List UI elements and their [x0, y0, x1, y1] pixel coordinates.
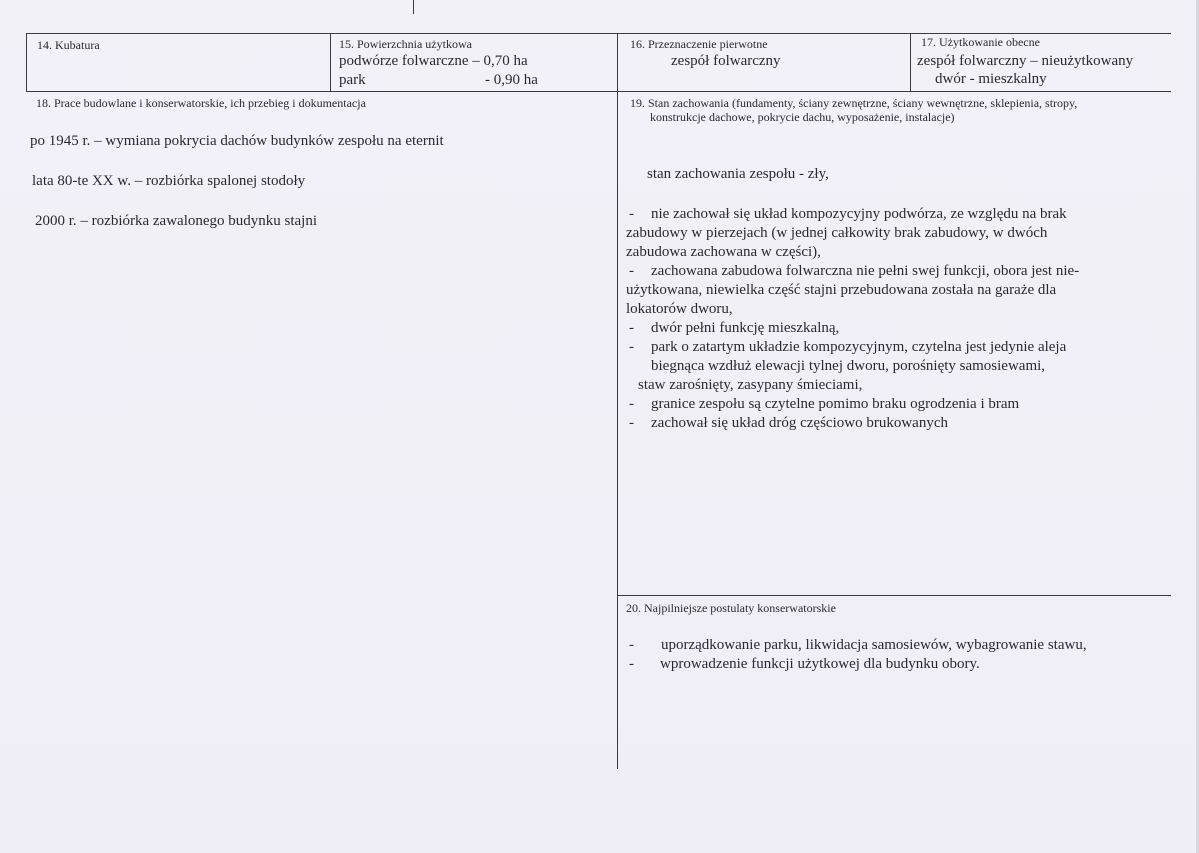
field-15-label: 15. Powierzchnia użytkowa: [339, 37, 472, 51]
field-14-label: 14. Kubatura: [37, 38, 100, 52]
left-border: [26, 33, 27, 91]
list-item: - granice zespołu są czytelne pomimo braku ogrodzenia i bram: [626, 395, 1166, 414]
field-19-list: [626, 205, 1166, 433]
field-16-value: zespół folwarczny: [671, 53, 781, 69]
list-item: - dwór pełni funkcję mieszkalną,: [626, 319, 1166, 338]
divider-16-17: [910, 33, 911, 91]
field-17-label: 17. Użytkowanie obecne: [921, 35, 1040, 49]
field-19-label-line2: konstrukcje dachowe, pokrycie dachu, wyposażenie, instalacje): [650, 110, 955, 124]
divider-14-15: [330, 33, 331, 91]
field-18-entry: lata 80-te XX w. – rozbiórka spalonej stodoły: [32, 173, 306, 189]
field-18-entry: 2000 r. – rozbiórka zawalonego budynku stajni: [35, 213, 318, 229]
list-item-continuation: staw zarośnięty, zasypany śmieciami,: [638, 377, 863, 393]
list-item: - wprowadzenie funkcji użytkowej dla budynku obory.: [626, 655, 1166, 674]
top-tick: [413, 0, 414, 14]
list-item-continuation: lokatorów dworu,: [626, 301, 733, 317]
field-15-row1: podwórze folwarczne – 0,70 ha: [339, 53, 528, 69]
list-item: - park o zatartym układzie kompozycyjnym, czytelna jest jedynie aleja: [626, 338, 1166, 357]
center-divider: [617, 33, 618, 769]
list-item: - uporządkowanie parku, likwidacja samosiewów, wybagrowanie stawu,: [626, 636, 1166, 655]
field-19-summary: stan zachowania zespołu - zły,: [647, 166, 829, 182]
f20-divider: [617, 595, 1171, 596]
field-17-line1: zespół folwarczny – nieużytkowany: [917, 53, 1134, 69]
list-item-continuation: użytkowana, niewielka część stajni przebudowana została na garaże dla: [626, 282, 1057, 298]
field-16-label: 16. Przeznaczenie pierwotne: [630, 37, 768, 51]
top-border: [26, 33, 1171, 34]
list-item: - zachowana zabudowa folwarczna nie pełni swej funkcji, obora jest nie-: [626, 262, 1166, 281]
field-19-label-line1: 19. Stan zachowania (fundamenty, ściany zewnętrzne, ściany wewnętrzne, sklepienia, stropy,: [630, 96, 1078, 110]
field-15-row2-name: park: [339, 72, 366, 88]
list-item-continuation: zabudowa zachowana w części),: [626, 244, 821, 260]
list-item-continuation: zabudowy w pierzejach (w jednej całkowity brak zabudowy, w dwóch: [626, 225, 1048, 241]
list-item-continuation: biegnąca wzdłuż elewacji tylnej dworu, porośnięty samosiewami,: [651, 358, 1046, 374]
list-item: - zachował się układ dróg częściowo brukowanych: [626, 414, 1166, 433]
field-20-label: 20. Najpilniejsze postulaty konserwatorskie: [626, 601, 836, 615]
field-18-entry: po 1945 r. – wymiana pokrycia dachów budynków zespołu na eternit: [30, 133, 444, 149]
field-20-list: [626, 636, 1166, 674]
list-item: - nie zachował się układ kompozycyjny podwórza, ze względu na brak: [626, 205, 1166, 224]
field-18-label: 18. Prace budowlane i konserwatorskie, ich przebieg i dokumentacja: [36, 96, 366, 110]
field-15-row2-value: - 0,90 ha: [485, 72, 538, 88]
field-17-line2: dwór - mieszkalny: [935, 71, 1047, 87]
row-divider: [26, 91, 1171, 92]
